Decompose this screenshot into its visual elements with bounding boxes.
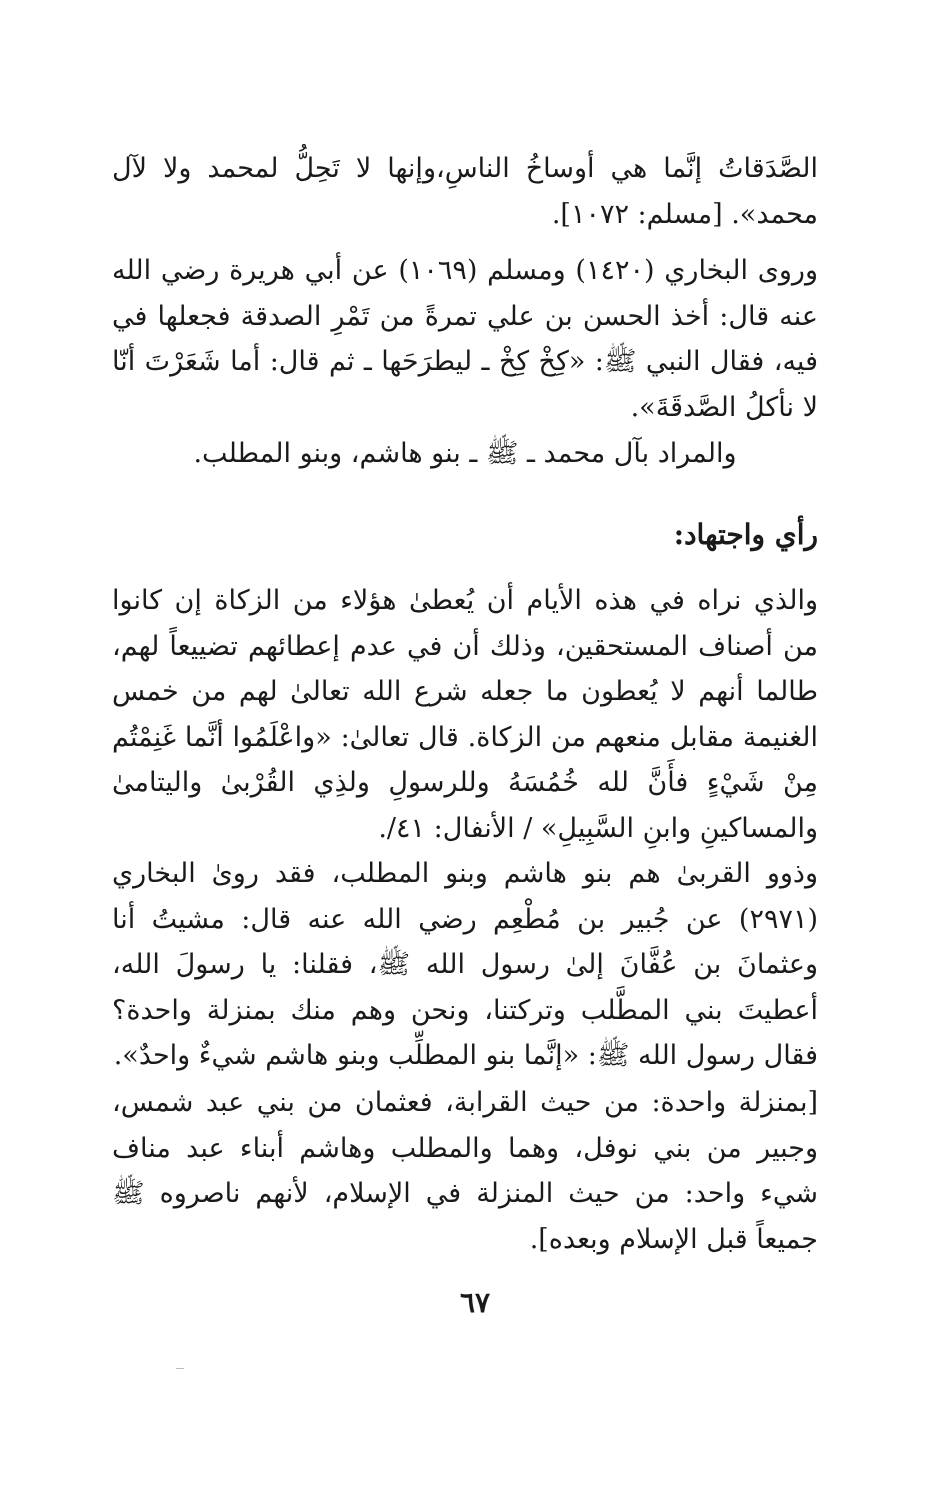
- dhawu-al-qurba-paragraph: وذوو القربىٰ هم بنو هاشم وبنو المطلب، فقد روىٰ البخاري (٢٩٧١) عن جُبير بن مُطْعِم رضي الله عنه قال: مشيتُ أنا وعثمانَ بن عُفَّانَ إلىٰ رسول الله ﷺ، فقلنا: يا رسولَ الله، أعطيتَ بني المطَّلب وتركتنا، ونحن وهم منك بمنزلة واحدة؟ فقال رسول الله ﷺ: «إنَّما بنو المطلِّب وبنو هاشم شيءٌ واحدٌ».: [112, 858, 818, 1071]
- page-number: ٦٧: [459, 1286, 491, 1319]
- bukhari-muslim-paragraph: وروى البخاري (١٤٢٠) ومسلم (١٠٦٩) عن أبي هريرة رضي الله عنه قال: أخذ الحسن بن علي تمرةً من تَمْرِ الصدقة فجعلها في فيه، فقال النبي ﷺ: «كِخْ كِخْ ـ ليطرَحَها ـ ثم قال: أما شَعَرْتَ أنّا لا نأكلُ الصَّدقَةَ».: [112, 255, 818, 423]
- opinion-paragraph: والذي نراه في هذه الأيام أن يُعطىٰ هؤلاء من الزكاة إن كانوا من أصناف المستحقين، وذلك أن في عدم إعطائهم تضييعاً لهم، طالما أنهم لا يُعطون ما جعله شرع الله تعالىٰ لهم من خمس الغنيمة مقابل منعهم من الزكاة. قال تعالىٰ: «واعْلَمُوا أنَّما غَنِمْتُم مِنْ شَيْءٍ فأَنَّ لله خُمُسَهُ وللرسولِ ولذِي القُرْبىٰ واليتامىٰ والمساكينِ وابنِ السَّبِيلِ» / الأنفال: ٤١/.: [112, 585, 818, 844]
- hadith-continuation-paragraph: الصَّدَقاتُ إنَّما هي أوساخُ الناسِ،وإنها لا تَحِلُّ لمحمد ولا لآل محمد». [مسلم: ١٠٧٢].: [112, 153, 818, 230]
- al-muhammad-definition: والمراد بآل محمد ـ ﷺ ـ بنو هاشم، وبنو المطلب.: [193, 438, 737, 469]
- section-heading: رأي واجتهاد:: [673, 518, 818, 551]
- explanatory-note-paragraph: [بمنزلة واحدة: من حيث القرابة، فعثمان من بني عبد شمس، وجبير من بني نوفل، وهما والمطلب وهاشم أبناء عبد مناف شيء واحد: من حيث المنزلة في الإسلام، لأنهم ناصروه ﷺ جميعاً قبل الإسلام وبعده].: [112, 1087, 818, 1255]
- scan-mark: [176, 1368, 184, 1369]
